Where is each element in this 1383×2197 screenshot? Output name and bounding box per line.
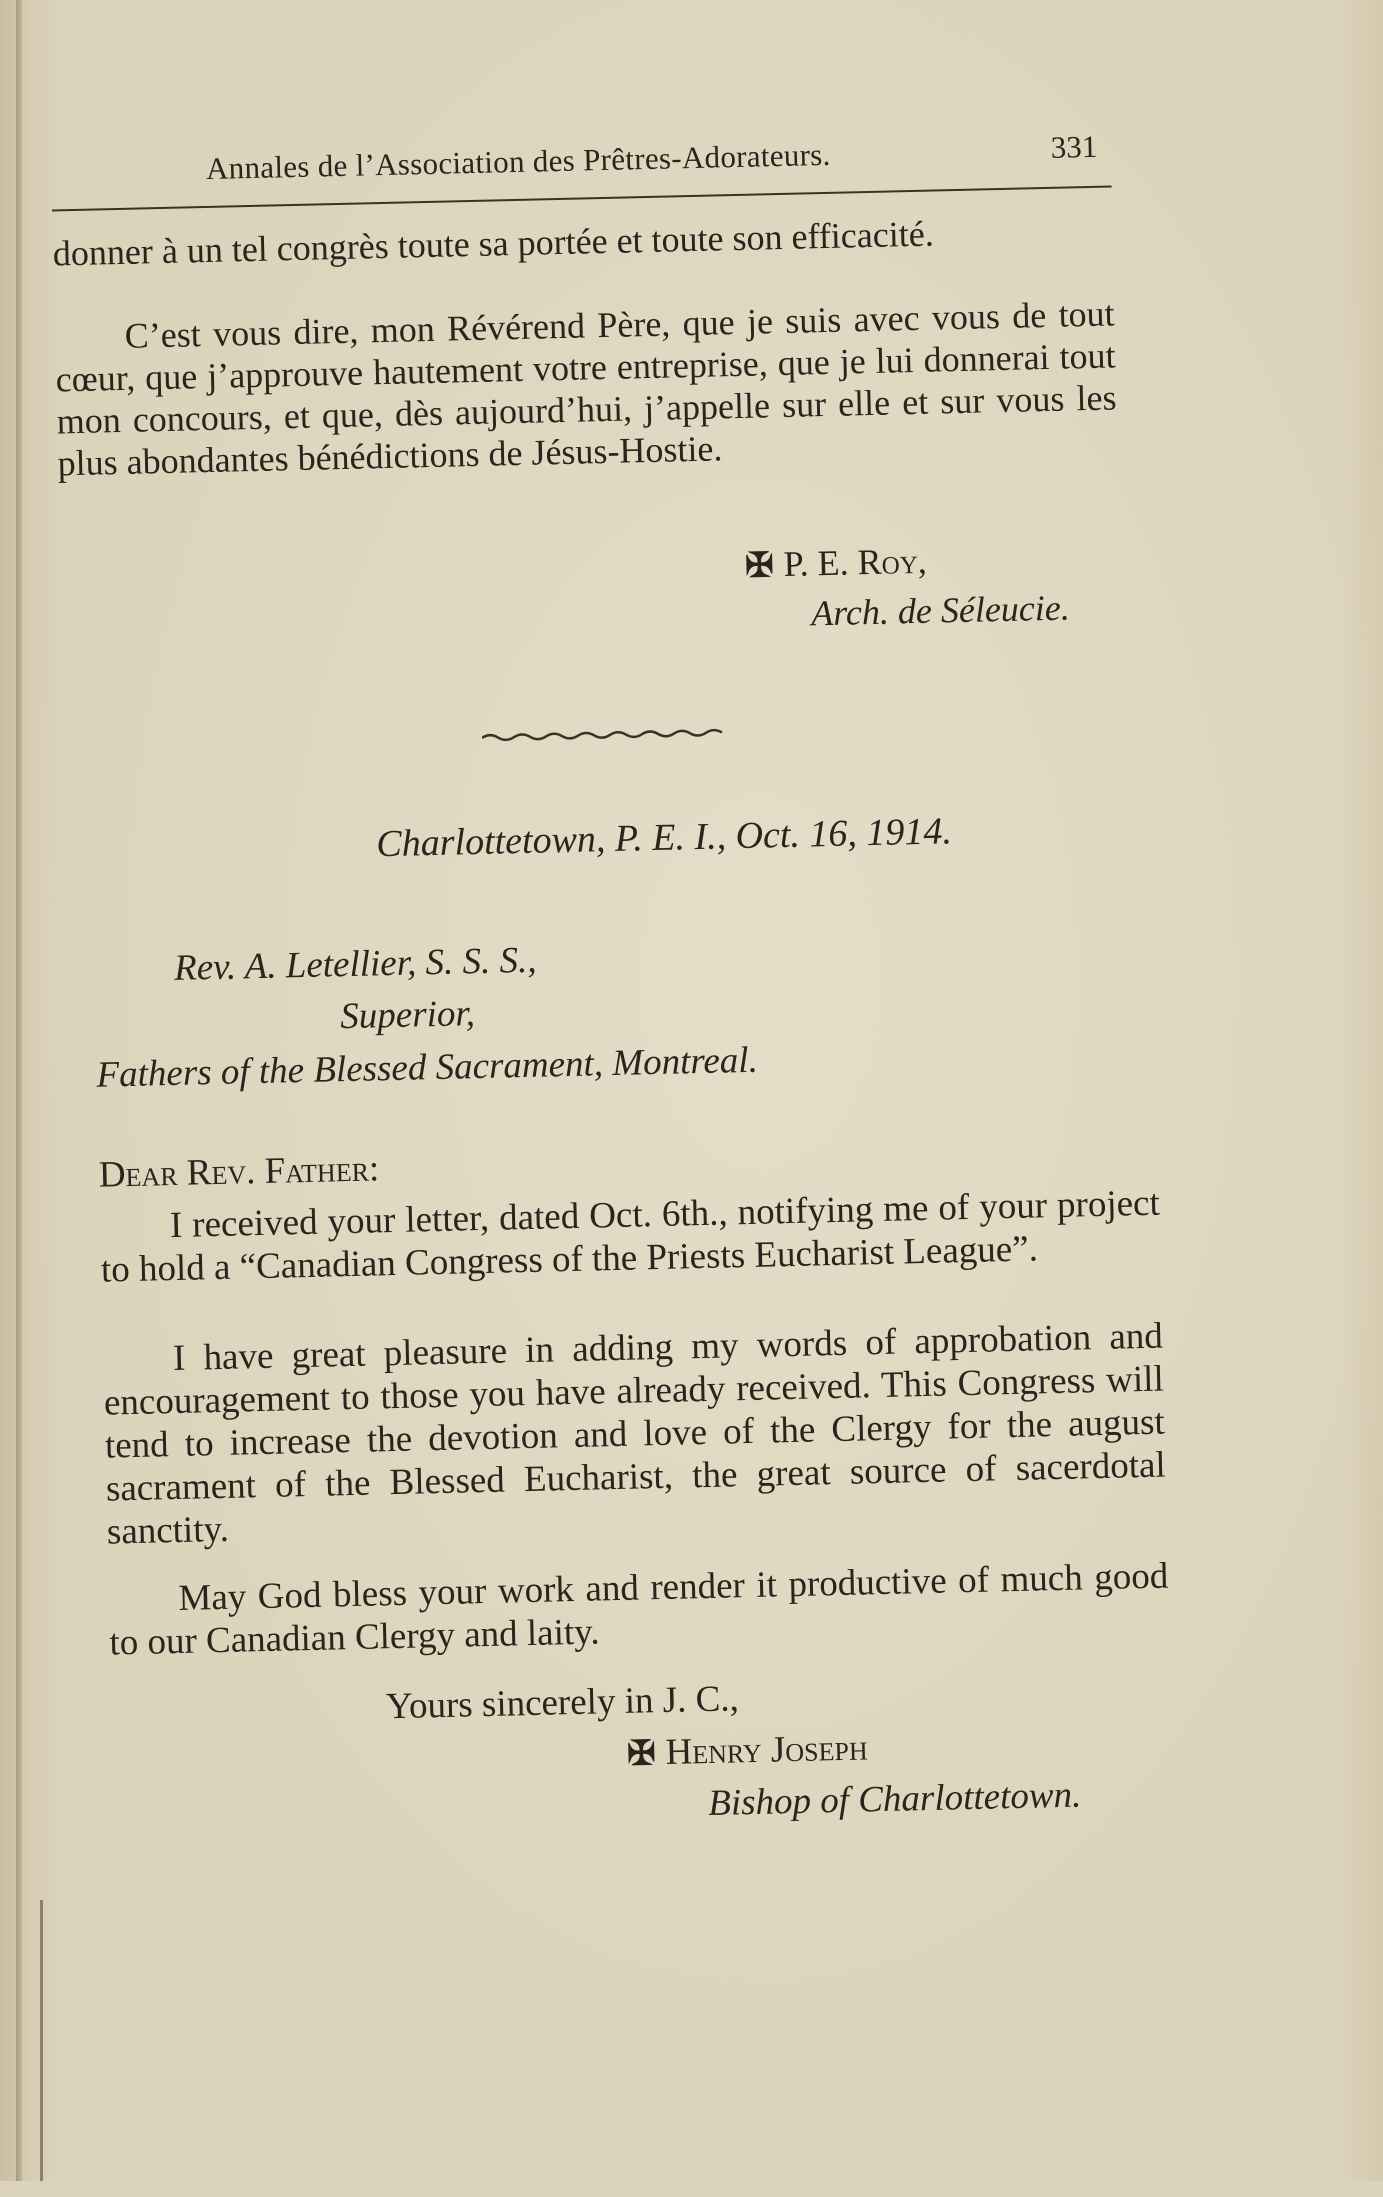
closing: Yours sincerely in J. C., [385,1678,740,1728]
salutation: Dear Rev. Father: [98,1148,380,1196]
english-signature-title: Bishop of Charlottetown. [707,1774,1082,1825]
french-signature-name: P. E. Roy, [783,540,928,584]
divider-ornament [482,725,732,745]
dateline: Charlottetown, P. E. I., Oct. 16, 1914. [375,810,953,866]
french-paragraph-2: C’est vous dire, mon Révérend Père, que je suis avec vous de tout cœur, que j’approuve hautement votre entreprise, que je lui donnerai tout mon concours, et que, dès aujourd’hui, j’appelle sur elle et sur vous les plus abondantes bénédictions de Jésus-Hostie. [55,293,1117,484]
english-paragraph-2: I have great pleasure in adding my words of approbation and encouragement to those you have already received. This Congress will tend to increase the devotion and love of the Clergy for the august sacrament of the Blessed Eucharist, the great source of sacerdotal sanctity. [103,1315,1167,1553]
english-paragraph-1: I received your letter, dated Oct. 6th., notifying me of your project to hold a “Canadian Congress of the Priests Eucharist League”. [100,1182,1161,1291]
addressee-title: Superior, [339,993,476,1038]
french-signature-title: Arch. de Séleucie. [810,587,1071,634]
english-paragraph-3: May God bless your work and render it productive of much good to our Canadian Clergy and laity. [108,1555,1169,1664]
english-signature [627,1726,868,1774]
addressee-organization: Fathers of the Blessed Sacrament, Montreal. [96,1039,759,1096]
french-paragraph-1: donner à un tel congrès toute sa portée et toute son efficacité. [52,213,935,274]
running-header-title: Annales de l’Association des Prêtres-Adorateurs. [205,136,832,186]
english-signature-name: Henry Joseph [665,1727,869,1773]
page-number: 331 [1050,128,1098,165]
addressee-name: Rev. A. Letellier, S. S. S., [173,939,537,989]
episcopal-cross-icon: ✠ [626,1735,657,1773]
episcopal-cross-icon: ✠ [744,547,775,585]
french-signature [745,540,928,586]
header-rule [52,185,1112,211]
